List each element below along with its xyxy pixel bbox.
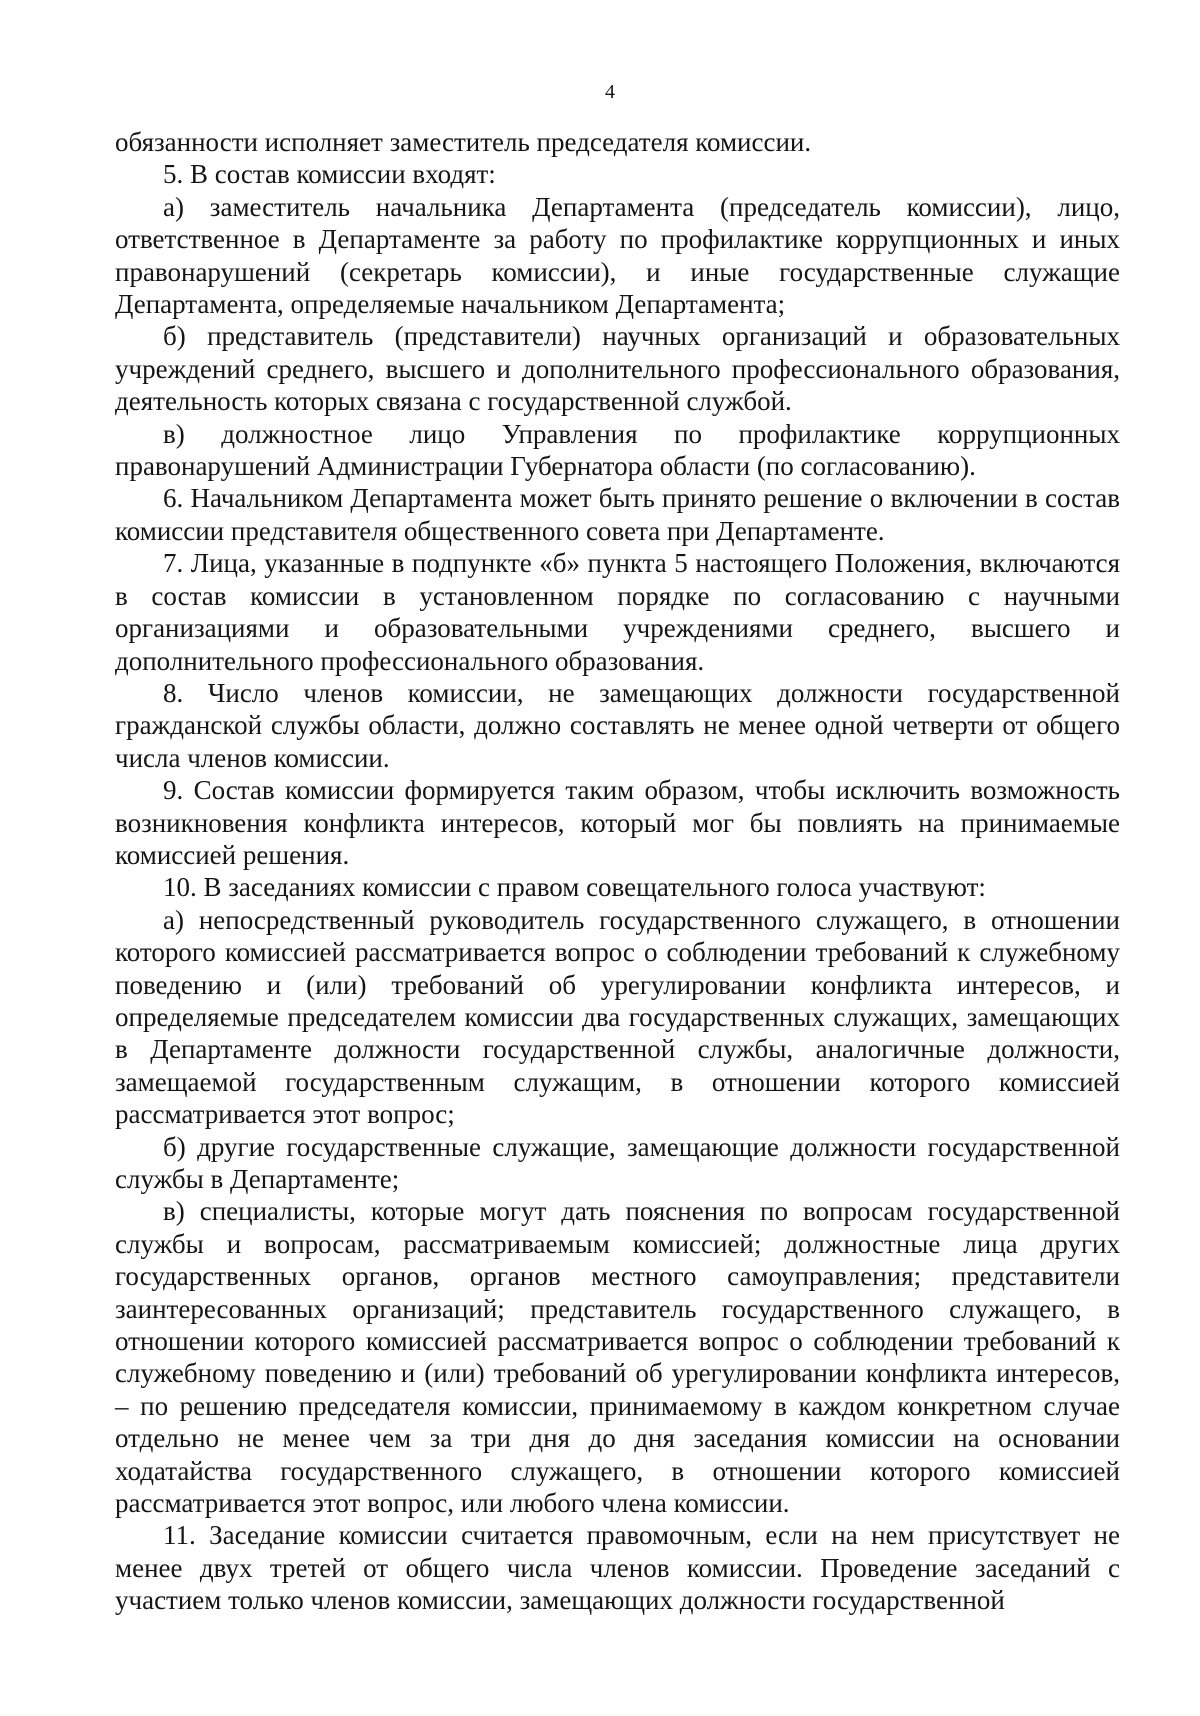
paragraph-item-7: 7. Лица, указанные в подпункте «б» пункта 5 настоящего Положения, включаются в состав комиссии в установленном порядке по согласованию с научными организациями и образовательными учреждениями среднего, высшего и дополнительного профессионального образования. — [115, 548, 1120, 676]
page-number: 4 — [605, 81, 615, 103]
paragraph-item-10b: б) другие государственные служащие, замещающие должности государственной службы в Департаменте; — [115, 1131, 1120, 1194]
paragraph-item-5: 5. В состав комиссии входят: — [163, 159, 496, 190]
paragraph-item-10a: а) непосредственный руководитель государственного служащего, в отношении которого комиссией рассматривается вопрос о соблюдении требований к служебному поведению и (или) требований об урегулировании конфликта интересов, и определяемые председателем комиссии два государственных служащих, замещающих в Департаменте должности государственной службы, аналогичные должности, замещаемой государственным служащим, в отношении которого комиссией рассматривается этот вопрос; — [115, 904, 1120, 1130]
paragraph-item-5v: в) должностное лицо Управления по профилактике коррупционных правонарушений Администрации Губернатора области (по согласованию). — [115, 418, 1120, 482]
paragraph-item-8: 8. Число членов комиссии, не замещающих должности государственной гражданской службы области, должно составлять не менее одной четверти от общего числа членов комиссии. — [115, 677, 1120, 773]
paragraph-item-5b: б) представитель (представители) научных организаций и образовательных учреждений среднего, высшего и дополнительного профессионального образования, деятельность которых связана с государственной службой. — [115, 321, 1120, 417]
document-body — [115, 126, 1120, 1617]
paragraph-item-10: 10. В заседаниях комиссии с правом совещательного голоса участвуют: — [163, 872, 986, 903]
paragraph-item-10v: в) специалисты, которые могут дать пояснения по вопросам государственной службы и вопросам, рассматриваемым комиссией; должностные лица других государственных органов, органов местного самоуправления; представители заинтересованных организаций; представитель государственного служащего, в отношении которого комиссией рассматривается вопрос о соблюдении требований к служебному поведению и (или) требований об урегулировании конфликта интересов, – по решению председателя комиссии, принимаемому в каждом конкретном случае отдельно не менее чем за три дня до дня заседания комиссии на основании ходатайства государственного служащего, в отношении которого комиссией рассматривается этот вопрос, или любого члена комиссии. — [115, 1196, 1120, 1519]
paragraph-item-6: 6. Начальником Департамента может быть принято решение о включении в состав комиссии представителя общественного совета при Департаменте. — [115, 483, 1120, 546]
paragraph-item-11: 11. Заседание комиссии считается правомочным, если на нем присутствует не менее двух третей от общего числа членов комиссии. Проведение заседаний с участием только членов комиссии, замещающих должности государственной — [115, 1520, 1120, 1616]
paragraph-item-9: 9. Состав комиссии формируется таким образом, чтобы исключить возможность возникновения конфликта интересов, который мог бы повлиять на принимаемые комиссией решения. — [115, 775, 1120, 870]
paragraph-continuation: обязанности исполняет заместитель председателя комиссии. — [115, 127, 812, 157]
paragraph-item-5a: а) заместитель начальника Департамента (председатель комиссии), лицо, ответственное в Департаменте за работу по профилактике коррупционных и иных правонарушений (секретарь комиссии), и иные государственные служащие Департамента, определяемые начальником Департамента; — [115, 191, 1120, 320]
